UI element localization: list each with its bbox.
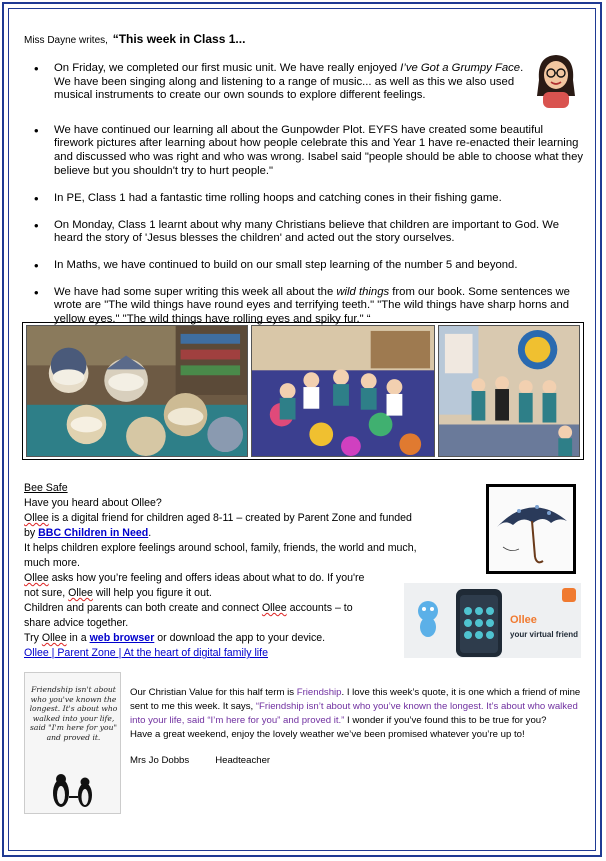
- list-item-pe: • In PE, Class 1 had a fantastic time rolling hoops and catching cones in their fishing game.: [34, 192, 584, 206]
- bee-safe-line: [24, 631, 454, 646]
- bee-safe-text: .: [148, 527, 152, 539]
- bee-safe-text: Children and parents can both create and connect: [24, 602, 262, 614]
- web-browser-link[interactable]: web browser: [89, 632, 155, 644]
- bee-safe-text: is a digital friend for children aged 8-11 – created by Parent Zone and funded: [48, 512, 412, 524]
- author-line: Miss Dayne writes,: [24, 35, 108, 46]
- parent-zone-link[interactable]: Ollee | Parent Zone | At the heart of digital family life: [24, 647, 268, 659]
- value-text: Our Christian Value for this half term is: [130, 687, 297, 698]
- ollee-word: Ollee: [261, 602, 287, 614]
- bullet-text: On Friday, we completed our first music unit. We have really enjoyed: [54, 62, 401, 74]
- signer-name: Mrs Jo Dobbs: [130, 755, 190, 766]
- christian-value-message: [130, 686, 590, 768]
- bee-safe-text: or download the app to your device.: [154, 632, 326, 644]
- value-text: I wonder if you’ve found this to be true for you?: [344, 715, 547, 726]
- list-item-writing: [34, 286, 584, 327]
- photo-wild-things-masks: [26, 325, 248, 457]
- bullet-text: We have had some super writing this week all about the: [54, 285, 337, 298]
- ollee-word: Ollee: [24, 572, 49, 584]
- bee-safe-text: by: [24, 527, 39, 539]
- bee-safe-line: [24, 601, 454, 616]
- bullet-text: from our book. Some sentences we wrote are "The wild things have round eyes and terrifying teeth." "The wild things have sharp horns and yellow eyes." "The wild things have rolling eyes and spiky fur." “: [54, 285, 570, 325]
- bee-safe-line: [24, 586, 454, 601]
- list-item-maths: • In Maths, we have continued to build on our small step learning of the number 5 and beyond.: [34, 259, 584, 273]
- bee-safe-heading: Bee Safe: [24, 482, 68, 494]
- newsletter-header: [24, 32, 245, 46]
- penguins-icon: [45, 769, 101, 811]
- page-title: “This week in Class 1...: [112, 32, 246, 46]
- friendship-card-quote: Friendship isn't about who you've known the longest. It's about who walked into your life, said "I'm here for you" and proved it.: [29, 685, 118, 742]
- umbrella-drawing-icon: [486, 484, 576, 574]
- bee-safe-line: It helps children explore feelings around school, family, friends, the world and much,: [24, 542, 417, 554]
- bee-safe-line: Have you heard about Ollee?: [24, 497, 162, 509]
- ollee-brand: Ollee: [510, 614, 537, 626]
- ollee-tagline: your virtual friend: [510, 630, 579, 639]
- signature-line: [130, 754, 590, 768]
- ollee-word: Ollee: [24, 512, 49, 524]
- bee-safe-line: share advice together.: [24, 617, 129, 629]
- bee-safe-text: will help you figure it out.: [92, 587, 212, 599]
- ollee-app-promo: [404, 583, 581, 658]
- friendship-quote-card: [24, 672, 121, 814]
- song-title: I’ve Got a Grumpy Face: [400, 62, 521, 74]
- signer-role: Headteacher: [215, 755, 271, 766]
- bee-safe-text: in a: [66, 632, 90, 644]
- ollee-word: Ollee: [41, 632, 67, 644]
- bee-safe-text: accounts – to: [286, 602, 353, 614]
- friendship-quote: “Friendship isn’t about who you’ve known the longest. It’s about who walked into your life, said “I’m here for you” and proved it.”: [130, 701, 578, 726]
- bbc-children-in-need-link[interactable]: BBC Children in Need: [38, 527, 149, 539]
- photo-carpet-circle: [251, 325, 435, 457]
- ollee-word: Ollee: [68, 587, 93, 599]
- photo-story-acting: [438, 325, 580, 457]
- class-photo-strip: [22, 322, 584, 460]
- list-item-gunpowder-plot: • We have continued our learning all about the Gunpowder Plot. EYFS have created some beautiful firework pictures after learning about how people celebrate this and Year 1 have re-enacted their learning and discussed who was right and who was wrong. Isabel said "people should be able to choose what they believe but you shouldn't try to hurt people.": [34, 124, 584, 178]
- value-word: Friendship: [296, 687, 342, 698]
- weekend-message: Have a great weekend, enjoy the lovely weather we’ve been promised whatever you’re up to!: [130, 729, 525, 740]
- christian-value-section: [24, 672, 589, 818]
- bee-safe-text: Try: [24, 632, 42, 644]
- list-item-re: • On Monday, Class 1 learnt about why many Christians believe that children are important to God. We heard the story of 'Jesus blesses the children' and acted out the story ourselves.: [34, 219, 584, 246]
- bee-safe-text: not sure,: [24, 587, 69, 599]
- bee-safe-section: [24, 481, 454, 661]
- bullet-text: . We have been singing along and listening to a range of music... as well as this we also used musical instruments to create our own sounds to explore different feelings.: [54, 62, 524, 102]
- bee-safe-line: much more.: [24, 557, 80, 569]
- weekly-highlights-list: [34, 62, 584, 326]
- bee-safe-text: asks how you’re feeling and offers ideas about what to do. If you're: [48, 572, 365, 584]
- bee-safe-line: [24, 511, 454, 526]
- bee-safe-line: [24, 571, 454, 586]
- book-reference: wild things: [336, 285, 390, 298]
- list-item-music: [34, 62, 524, 103]
- value-text: . I love this week’s quote, it is one which a friend of mine sent to me this week. It says,: [130, 687, 581, 712]
- bee-safe-line: [24, 526, 454, 541]
